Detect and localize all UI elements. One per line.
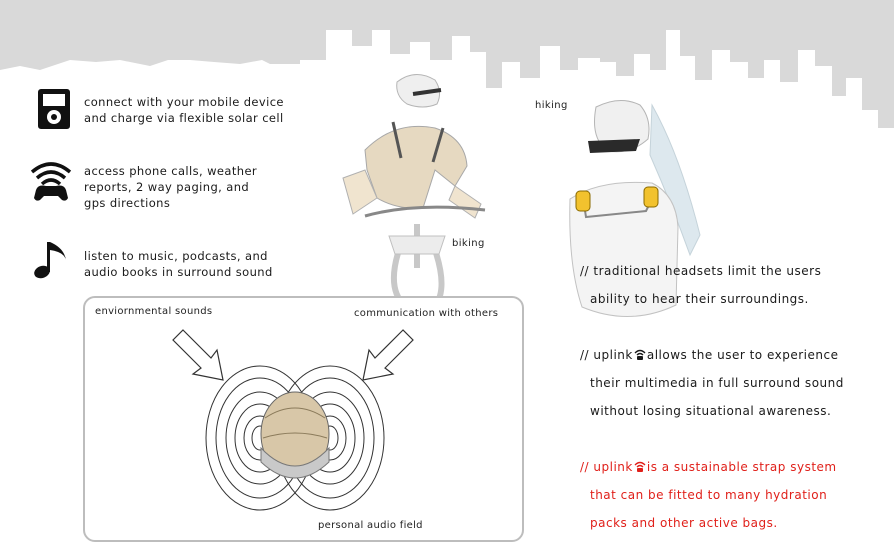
uplink-logo-icon bbox=[634, 349, 646, 360]
hiking-label: hiking bbox=[535, 100, 568, 111]
bullet-3-line-1: is a sustainable strap system bbox=[646, 460, 837, 474]
audio-field-graphic bbox=[85, 298, 522, 540]
environmental-arrow-icon bbox=[173, 330, 223, 380]
uplink-logo-red-icon bbox=[634, 461, 646, 472]
feature-music-text: listen to music, podcasts, and audio books in surround sound bbox=[84, 249, 273, 279]
audio-field-diagram bbox=[83, 296, 524, 542]
communication-arrow-icon bbox=[363, 330, 413, 380]
bullet-traditional bbox=[580, 257, 821, 313]
music-note-icon bbox=[30, 236, 76, 282]
communication-label: communication with others bbox=[354, 308, 499, 319]
bullet-1-line-2: ability to hear their surroundings. bbox=[590, 292, 809, 306]
bullet-3-line-2: that can be fitted to many hydration bbox=[590, 488, 828, 502]
feature-solar-text: connect with your mobile device and charge via flexible solar cell bbox=[84, 95, 284, 125]
bullet-3-line-3: packs and other active bags. bbox=[590, 516, 778, 530]
bullet-3-prefix: // uplink bbox=[580, 460, 633, 474]
bullet-2-prefix: // uplink bbox=[580, 348, 633, 362]
bullet-2-line-3: without losing situational awareness. bbox=[590, 404, 832, 418]
environmental-sounds-label: enviornmental sounds bbox=[95, 306, 213, 317]
biker-sketch bbox=[325, 58, 505, 308]
wireless-gamepad-icon bbox=[28, 158, 74, 204]
bullet-uplink-surround bbox=[580, 341, 844, 425]
media-player-icon bbox=[34, 86, 80, 132]
bullet-2-line-2: their multimedia in full surround sound bbox=[590, 376, 844, 390]
personal-audio-field-label: personal audio field bbox=[318, 520, 423, 531]
bullet-uplink-sustainable bbox=[580, 453, 837, 537]
biking-label: biking bbox=[452, 238, 485, 249]
feature-phone-text: access phone calls, weather reports, 2 way paging, and gps directions bbox=[84, 164, 258, 210]
bullet-2-line-1: allows the user to experience bbox=[646, 348, 839, 362]
bullet-1-line-1: // traditional headsets limit the users bbox=[580, 264, 822, 278]
